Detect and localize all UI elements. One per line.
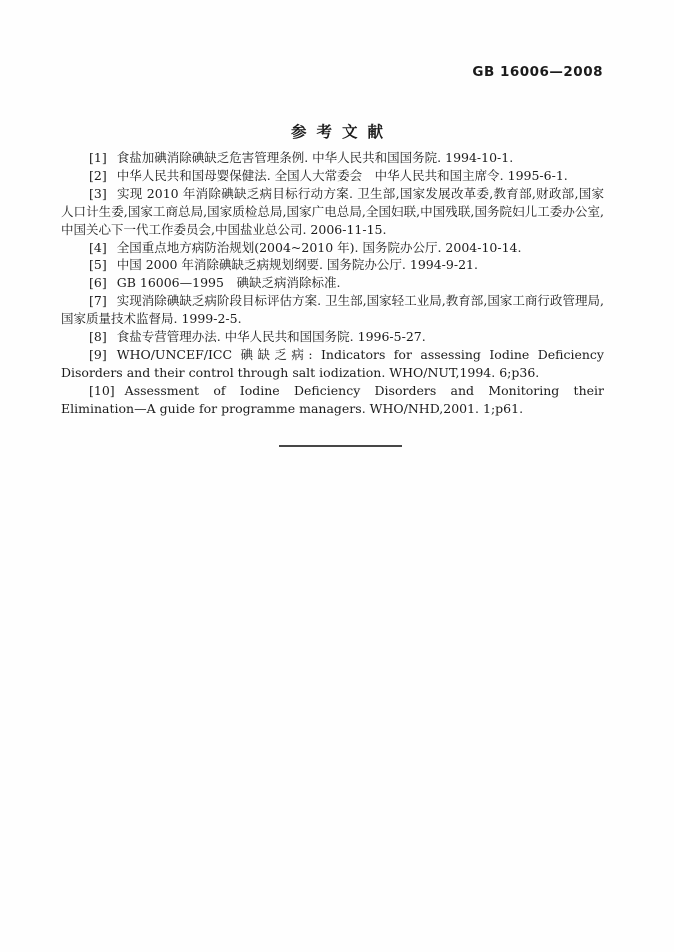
reference-item-3 (61, 185, 604, 239)
reference-label: [7] (89, 293, 107, 309)
reference-text: 全国重点地方病防治规划(2004~2010 年). 国务院办公厅. 2004-10-14. (116, 239, 522, 255)
reference-list (61, 149, 604, 418)
reference-text: 实现 2010 年消除碘缺乏病目标行动方案. 卫生部,国家发展改革委,教育部,财政部,国家人口计生委,国家工商总局,国家质检总局,国家广电总局,全国妇联,中国残联,国务院妇儿工委办公室,中国关心下一代工作委员会,中国盐业总公司. 2006-11-15. (61, 185, 604, 237)
reference-label: [5] (89, 257, 107, 273)
reference-item-5 (61, 256, 604, 274)
reference-text: GB 16006—1995 碘缺乏病消除标准. (116, 275, 341, 291)
reference-text: 实现消除碘缺乏病阶段目标评估方案. 卫生部,国家轻工业局,教育部,国家工商行政管理局,国家质量技术监督局. 1999-2-5. (61, 293, 604, 327)
end-of-document-rule (279, 445, 402, 447)
reference-item-10 (61, 382, 604, 418)
reference-item-4 (61, 239, 604, 257)
reference-item-6 (61, 274, 604, 292)
reference-label: [9] (89, 346, 107, 362)
reference-label: [4] (89, 239, 107, 255)
reference-text: 食盐专营管理办法. 中华人民共和国国务院. 1996-5-27. (116, 329, 426, 345)
page-title: 参考文献 (290, 123, 393, 141)
reference-item-1 (61, 149, 604, 167)
reference-label: [6] (89, 275, 107, 291)
reference-item-9 (61, 346, 604, 382)
reference-item-2 (61, 167, 604, 185)
reference-text: 中华人民共和国母婴保健法. 全国人大常委会 中华人民共和国主席令. 1995-6-1. (116, 167, 568, 183)
reference-item-8 (61, 328, 604, 346)
reference-text: Assessment of Iodine Deficiency Disorders and Monitoring their Elimination—A guide for programme managers. WHO/NHD,2001. 1;p61. (61, 382, 604, 416)
reference-label: [3] (89, 185, 107, 201)
reference-text: 食盐加碘消除碘缺乏危害管理条例. 中华人民共和国国务院. 1994-10-1. (116, 150, 514, 165)
standard-number: GB 16006—2008 (472, 64, 603, 80)
reference-text: 中国 2000 年消除碘缺乏病规划纲要. 国务院办公厅. 1994-9-21. (116, 257, 478, 273)
reference-item-7 (61, 292, 604, 328)
reference-text: WHO/UNCEF/ICC 碘缺乏病: Indicators for assessing Iodine Deficiency Disorders and their control through salt iodization. WHO/NUT,1994. 6;p36. (61, 346, 604, 380)
reference-label: [2] (89, 167, 107, 183)
reference-label: [8] (89, 329, 107, 345)
reference-label: [1] (89, 150, 107, 165)
reference-label: [10] (89, 382, 115, 398)
